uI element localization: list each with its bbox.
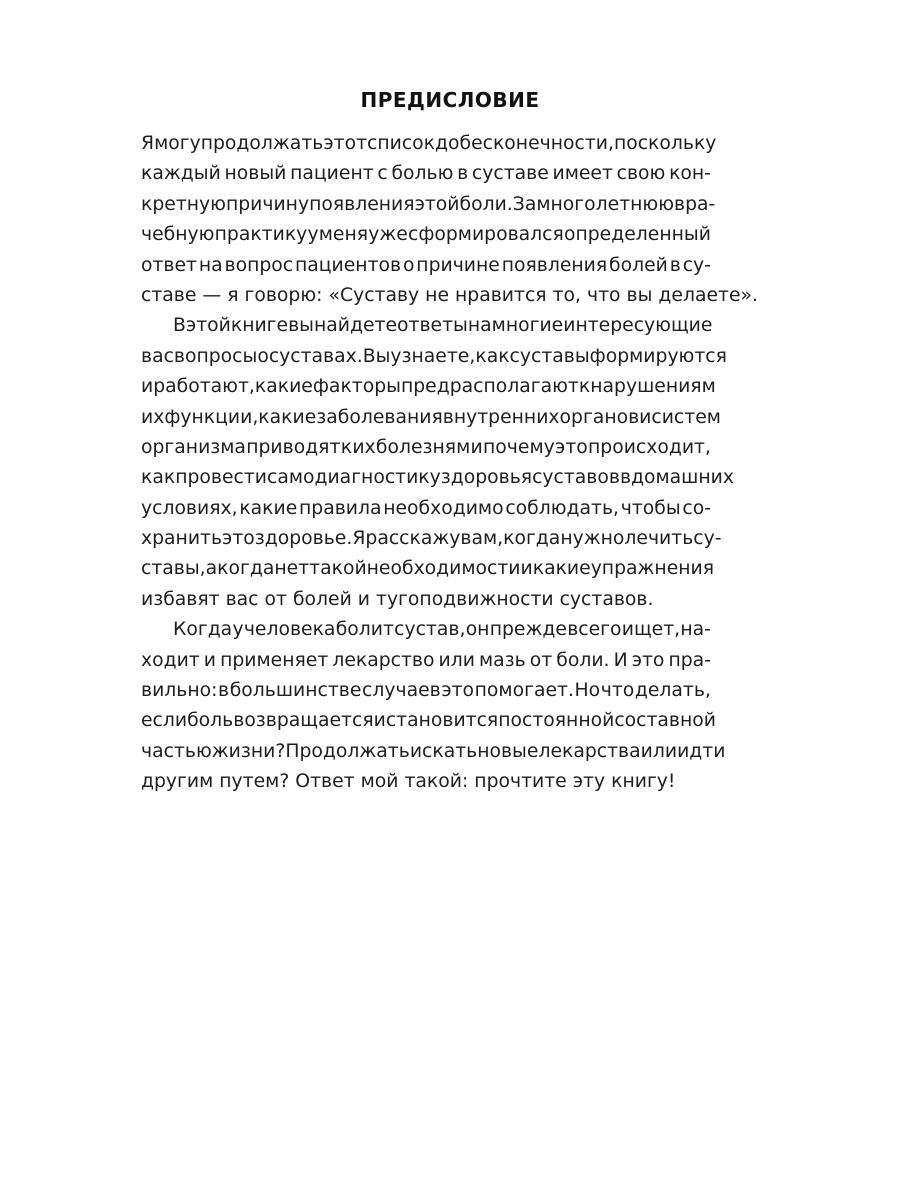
word: су- [682, 254, 711, 276]
text-line [141, 372, 716, 402]
word: чебную [141, 224, 215, 246]
word: другим [141, 771, 214, 793]
text-line [141, 281, 758, 311]
word: искать [409, 740, 478, 762]
word: ищет, [621, 619, 681, 641]
word: суставы [509, 345, 590, 367]
word: какие [254, 376, 313, 398]
word: мой [360, 771, 399, 793]
word: или [640, 740, 678, 762]
word: упражнения [590, 558, 715, 580]
text-line [141, 646, 711, 676]
word: от [264, 588, 287, 610]
word: меня [318, 224, 369, 246]
word: вас [141, 345, 174, 367]
word: а [205, 558, 218, 580]
text-line [141, 129, 717, 159]
word: какие [532, 558, 591, 580]
word: у [232, 619, 244, 641]
word: делаете». [658, 284, 758, 306]
word: это [631, 649, 665, 671]
text-line [141, 706, 716, 736]
word: боли. [556, 649, 610, 671]
word: прочтите [474, 771, 567, 793]
word: до [435, 133, 460, 154]
word: это [222, 528, 255, 550]
word: хранить [141, 528, 223, 550]
word: нужно [560, 528, 625, 550]
word: кретную [141, 193, 226, 215]
word: в [218, 680, 230, 702]
word: провести [175, 467, 267, 489]
word: их [141, 406, 165, 428]
word: пациент [290, 163, 374, 185]
word: болезням [375, 436, 471, 458]
word: вильно: [141, 680, 218, 702]
word: тугоподвижности [376, 588, 554, 610]
word: то, [552, 284, 581, 306]
word: в [619, 467, 632, 489]
word: организма [141, 436, 246, 458]
word: путем? [219, 771, 290, 793]
word: и [141, 376, 154, 398]
word: новый [224, 163, 287, 185]
word: это [441, 680, 475, 702]
word: ставы, [141, 558, 206, 580]
word: боли. [459, 193, 513, 215]
word: такой: [404, 771, 469, 793]
word: появления [501, 254, 608, 276]
word: условиях, [141, 497, 238, 519]
word: каждый [141, 163, 221, 185]
text-line [141, 159, 711, 189]
word: Вы [362, 345, 391, 367]
word: происходит, [588, 436, 711, 458]
word: человека [243, 619, 336, 641]
word: суставах. [268, 345, 363, 367]
word: в [457, 163, 469, 185]
word: ставе [141, 284, 197, 306]
word: жизни? [211, 740, 286, 762]
word: мазь [479, 649, 526, 671]
word: имеет [552, 163, 613, 185]
word: на [467, 315, 492, 337]
word: эту [572, 771, 606, 793]
word: и [520, 558, 533, 580]
word: необходимости [366, 558, 521, 580]
word: пациентов [294, 254, 402, 276]
word: Продолжать [285, 740, 410, 762]
word: Я [352, 528, 366, 550]
word: кон- [669, 163, 711, 185]
word: приводят [246, 436, 341, 458]
word: болью [391, 163, 454, 185]
word: лекарство [332, 649, 435, 671]
word: и [203, 649, 217, 671]
word: становится [385, 710, 499, 732]
word: со- [682, 497, 711, 519]
word: болей [609, 254, 668, 276]
word: факторы [312, 376, 401, 398]
word: — [202, 284, 222, 306]
word: вопросы [173, 345, 258, 367]
word: самодиагностику [267, 467, 441, 489]
word: нет [274, 558, 310, 580]
word: формируются [589, 345, 727, 367]
word: появления [309, 193, 415, 215]
word: или [438, 649, 475, 671]
word: боль [187, 710, 234, 732]
word: делать, [634, 680, 711, 702]
word: с [377, 163, 388, 185]
word: суставов. [559, 588, 654, 610]
word: чтобы [620, 497, 681, 519]
word: систем [651, 406, 721, 428]
word: и [357, 588, 370, 610]
text-line [141, 342, 727, 372]
word: от [529, 649, 553, 671]
word: определенный [563, 224, 711, 246]
word: Я [141, 133, 155, 154]
word: составной [614, 710, 716, 732]
word: найдете [314, 315, 398, 337]
word: к [578, 376, 591, 398]
word: лечить [624, 528, 694, 550]
word: частью [141, 740, 212, 762]
word: помогает. [474, 680, 574, 702]
word: продолжать [200, 133, 324, 154]
text-line [141, 463, 734, 493]
text-line [141, 190, 716, 220]
word: бесконечности, [459, 133, 614, 154]
word: многолетнюю [536, 193, 675, 215]
word: он [465, 619, 490, 641]
word: причину [225, 193, 310, 215]
word: функции, [164, 406, 259, 428]
word: Ответ [295, 771, 355, 793]
word: почему [483, 436, 555, 458]
word: возвращается [233, 710, 374, 732]
preface-text [141, 129, 758, 798]
word: случаев [362, 680, 441, 702]
text-line [141, 403, 721, 433]
word: свою [616, 163, 666, 185]
word: на [198, 254, 223, 276]
word: Когда [173, 619, 233, 641]
word: необходимо [383, 497, 504, 519]
word: применяет [220, 649, 329, 671]
word: Но [574, 680, 601, 702]
word: болей [292, 588, 352, 610]
word: избавят [141, 588, 220, 610]
word: нарушениям [590, 376, 716, 398]
word: соблюдать, [505, 497, 619, 519]
word: расскажу [365, 528, 461, 550]
word: большинстве [229, 680, 362, 702]
word: суставе [471, 163, 549, 185]
word: этот [323, 133, 368, 154]
text-line [141, 767, 711, 797]
word: что [600, 680, 635, 702]
text-line [141, 676, 711, 706]
word: предрасполагают [400, 376, 579, 398]
word: интересующие [563, 315, 713, 337]
word: И [613, 649, 628, 671]
word: постоянной [498, 710, 615, 732]
word: домашних [631, 467, 734, 489]
word: здоровья [440, 467, 533, 489]
word: нравится [455, 284, 547, 306]
word: и [639, 406, 652, 428]
word: к [340, 436, 353, 458]
word: книге [230, 315, 289, 337]
word: узнаете, [390, 345, 476, 367]
word: такой [309, 558, 367, 580]
word: В [173, 315, 186, 337]
word: многие [491, 315, 564, 337]
word: суставов [532, 467, 620, 489]
text-line [141, 615, 711, 645]
word: здоровье. [254, 528, 353, 550]
text-line [141, 494, 711, 524]
word: лекарства [538, 740, 641, 762]
text-line [141, 220, 711, 250]
word: пра- [668, 649, 711, 671]
word: всего [567, 619, 622, 641]
word: вопрос [224, 254, 294, 276]
word: как [475, 345, 510, 367]
word: внутренних [442, 406, 560, 428]
word: су- [693, 528, 722, 550]
text-line [141, 554, 715, 584]
word: идти [677, 740, 726, 762]
word: я [227, 284, 239, 306]
word: уже [368, 224, 408, 246]
word: органов [559, 406, 640, 428]
text-line [141, 311, 711, 341]
word: какие [239, 497, 298, 519]
word: вас [225, 588, 259, 610]
word: на- [680, 619, 711, 641]
word: что [586, 284, 621, 306]
word: книгу! [611, 771, 676, 793]
word: ответы [397, 315, 468, 337]
word: «Суставу [328, 284, 420, 306]
word: этой [414, 193, 460, 215]
text-line [141, 737, 726, 767]
word: вам, [460, 528, 504, 550]
word: и [470, 436, 483, 458]
word: причине [416, 254, 500, 276]
word: болит [335, 619, 394, 641]
word: о [402, 254, 415, 276]
word: ходит [141, 649, 200, 671]
word: вра- [674, 193, 716, 215]
word: могу [154, 133, 201, 154]
word: как [141, 467, 176, 489]
word: список [367, 133, 436, 154]
word: это [555, 436, 588, 458]
word: если [141, 710, 188, 732]
word: о [257, 345, 269, 367]
word: когда [217, 558, 275, 580]
text-line [141, 433, 711, 463]
text-line [141, 585, 711, 615]
word: практику [214, 224, 308, 246]
word: вы [288, 315, 315, 337]
word: когда [503, 528, 561, 550]
word: прежде [489, 619, 567, 641]
text-line [141, 524, 722, 554]
word: говорю: [244, 284, 323, 306]
word: в [669, 254, 681, 276]
word: За [512, 193, 537, 215]
page-title: ПРЕДИСЛОВИЕ [360, 88, 540, 112]
word: у [307, 224, 319, 246]
word: их [352, 436, 376, 458]
word: правила [299, 497, 382, 519]
word: ответ [141, 254, 197, 276]
word: не [425, 284, 450, 306]
word: сформировался [408, 224, 564, 246]
word: какие [258, 406, 317, 428]
word: сустав, [394, 619, 466, 641]
word: этой [185, 315, 231, 337]
word: вы [626, 284, 653, 306]
word: и [373, 710, 386, 732]
word: поскольку [613, 133, 717, 154]
word: заболевания [316, 406, 443, 428]
word: новые [477, 740, 539, 762]
word: работают, [153, 376, 255, 398]
text-line [141, 251, 711, 281]
